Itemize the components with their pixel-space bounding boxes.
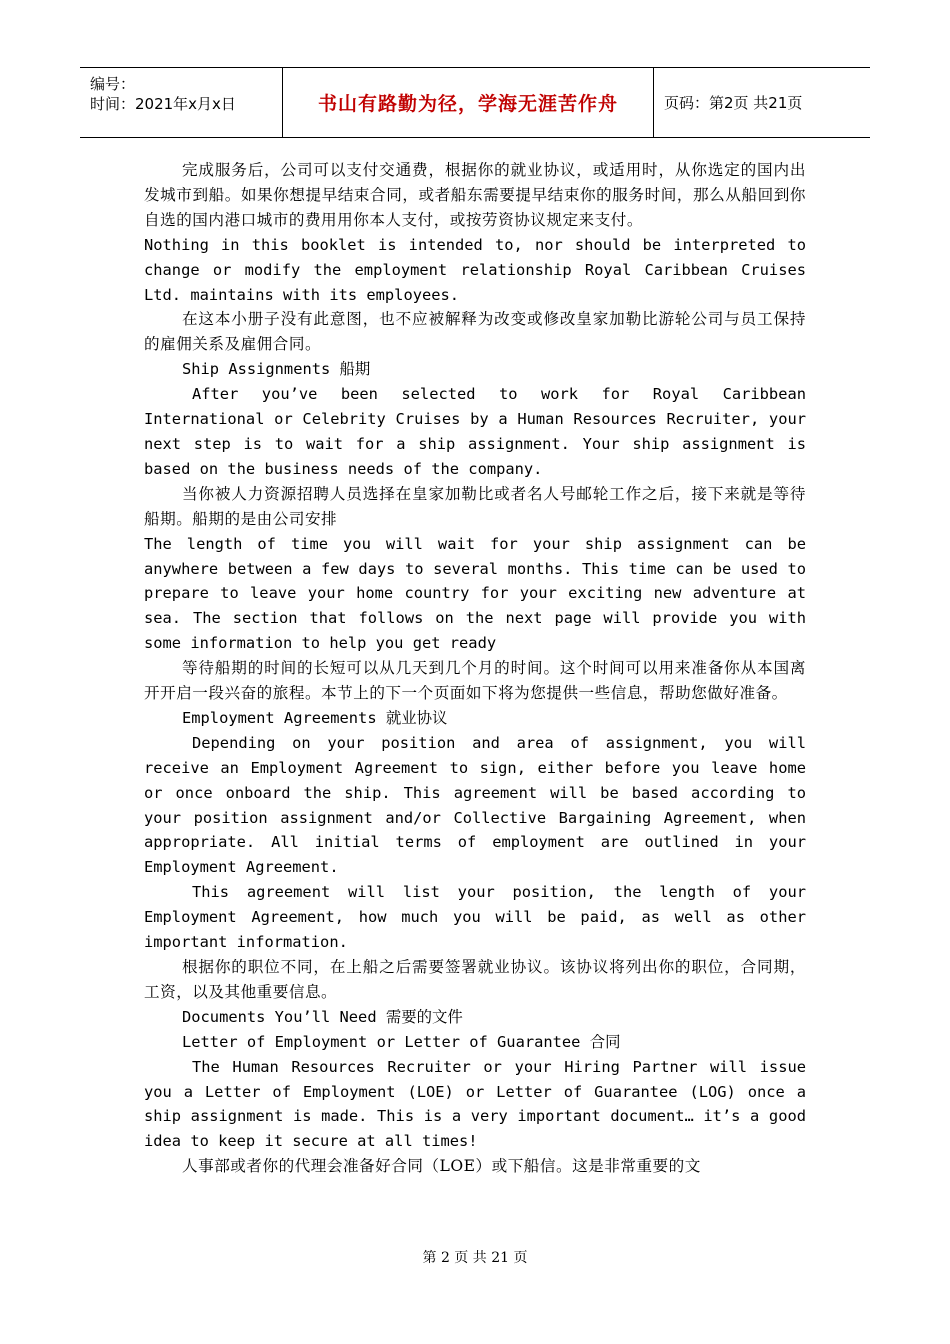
header-meta-cell [80, 68, 282, 137]
paragraph: 完成服务后，公司可以支付交通费，根据你的就业协议，或适用时，从你选定的国内出发城市到船。如果你想提早结束合同，或者船东需要提早结束你的服务时间，那么从船回到你自选的国内港口城市的费用用你本人支付，或按劳资协议规定来支付。 [144, 161, 806, 229]
page-footer: 第 2 页 共 21 页 [422, 1250, 528, 1266]
header-page-info: 页码：第2页 共21页 [664, 94, 803, 112]
page-header [80, 67, 870, 138]
paragraph: 人事部或者你的代理会准备好合同（LOE）或下船信。这是非常重要的文 [182, 1157, 701, 1176]
paragraph: Employment Agreements 就业协议 [182, 708, 448, 727]
paragraph: After you’ve been selected to work for Royal Caribbean International or Celebrity Cruises by a Human Resources Recruiter, your next step is to wait for a ship assignment. Your ship assignment is based on the business needs of the company. [144, 385, 806, 478]
paragraph: 在这本小册子没有此意图，也不应被解释为改变或修改皇家加勒比游轮公司与员工保持的雇佣关系及雇佣合同。 [144, 310, 806, 354]
paragraph: Ship Assignments 船期 [182, 360, 371, 379]
header-page-cell [654, 68, 870, 137]
document-date-label: 时间：2021年x月x日 [90, 95, 236, 113]
paragraph: 当你被人力资源招聘人员选择在皇家加勒比或者名人号邮轮工作之后，接下来就是等待船期。船期的是由公司安排 [144, 484, 806, 528]
header-motto-cell [282, 68, 654, 137]
paragraph: 等待船期的时间的长短可以从几天到几个月的时间。这个时间可以用来准备你从本国离开开启一段兴奋的旅程。本节上的下一个页面如下将为您提供一些信息，帮助您做好准备。 [144, 659, 806, 703]
paragraph: This agreement will list your position, the length of your Employment Agreement, how much you will be paid, as well as other important information. [144, 883, 806, 952]
paragraph: 根据你的职位不同，在上船之后需要签署就业协议。该协议将列出你的职位，合同期，工资，以及其他重要信息。 [144, 958, 806, 1001]
paragraph: Letter of Employment or Letter of Guarantee 合同 [182, 1032, 621, 1051]
document-body [144, 158, 806, 1179]
header-motto: 书山有路勤为径，学海无涯苦作舟 [317, 93, 618, 115]
paragraph: The length of time you will wait for your ship assignment can be anywhere between a few days to several months. This time can be used to prepare to leave your home country for your exciting new adventure at sea. The section that follows on the next page will provide you with some information to help you get ready [144, 534, 806, 653]
paragraph: Nothing in this booklet is intended to, nor should be interpreted to change or modify the employment relationship Royal Caribbean Cruises Ltd. maintains with its employees. [144, 235, 806, 304]
document-number-label: 编号： [90, 75, 136, 93]
paragraph: Documents You’ll Need 需要的文件 [182, 1007, 463, 1026]
paragraph: Depending on your position and area of assignment, you will receive an Employment Agreement to sign, either before you leave home or once onboard the ship. This agreement will be based according to your position assignment and/or Collective Bargaining Agreement, when appropriate. All initial terms of employment are outlined in your Employment Agreement. [144, 733, 806, 877]
paragraph: The Human Resources Recruiter or your Hiring Partner will issue you a Letter of Employment (LOE) or Letter of Guarantee (LOG) once a ship assignment is made. This is a very important document… it’s a good idea to keep it secure at all times! [144, 1057, 806, 1151]
